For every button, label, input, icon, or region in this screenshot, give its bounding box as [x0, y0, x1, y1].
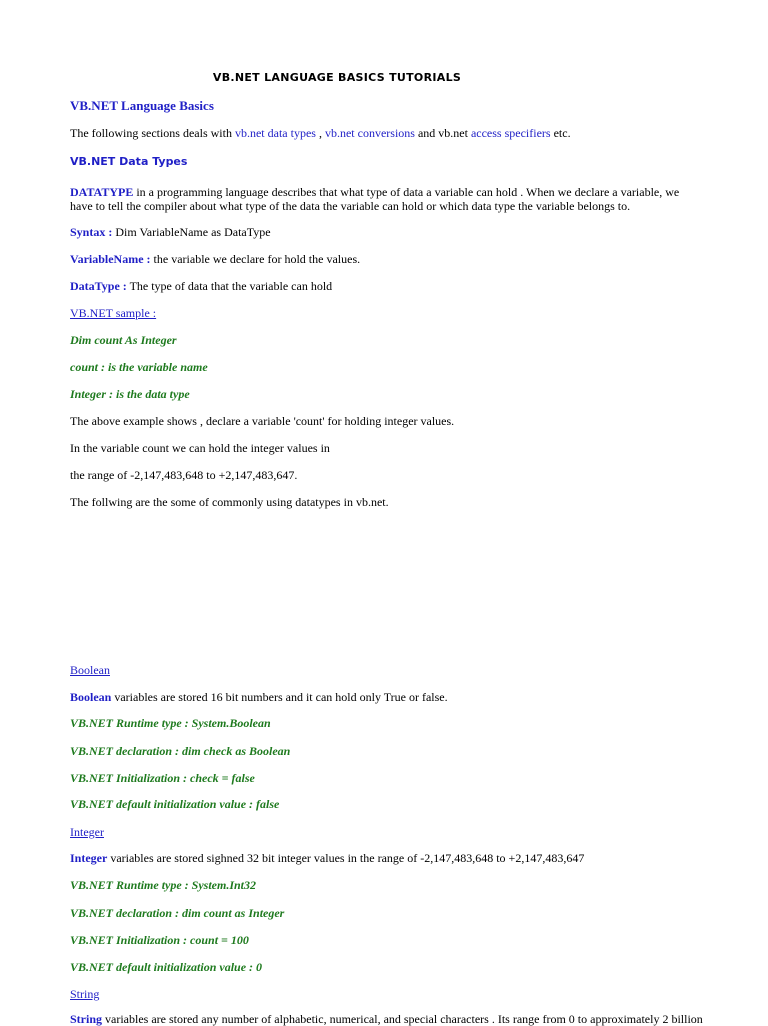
intro-paragraph [70, 126, 571, 140]
link-data-types[interactable]: vb.net data types [234, 126, 316, 140]
integer-line-3: VB.NET Initialization : count = 100 [70, 933, 249, 947]
datatype-text: in a programming language describes that what type of data a variable can hold . When we declare a variable, we have to tell the compiler about what type of the data the variable can hold or which data type the variable belongs to. [70, 185, 680, 213]
integer-text: variables are stored sighned 32 bit integer values in the range of -2,147,483,648 to +2,147,483,647 [107, 851, 585, 865]
string-heading-link[interactable]: String [70, 987, 100, 1001]
variablename-line [70, 252, 360, 266]
datatype-def-text: The type of data that the variable can hold [126, 279, 333, 293]
para-line-2: In the variable count we can hold the integer values in [70, 441, 330, 455]
syntax-term: Syntax : [70, 225, 113, 239]
link-conversions[interactable]: vb.net conversions [324, 126, 415, 140]
syntax-line [70, 225, 271, 239]
datatype-paragraph [70, 185, 700, 213]
boolean-term: Boolean [70, 690, 112, 704]
datatype-def-line [70, 279, 332, 293]
boolean-line-3: VB.NET Initialization : check = false [70, 771, 255, 785]
string-text: variables are stored any number of alphabetic, numerical, and special characters . Its range from 0 to approximately 2 billion [102, 1012, 703, 1026]
sample-label-link[interactable]: VB.NET sample : [70, 306, 157, 320]
intro-sep: , [315, 126, 325, 140]
sample-line-3: Integer : is the data type [70, 387, 190, 401]
intro-mid: and vb.net [414, 126, 471, 140]
variablename-term: VariableName : [70, 252, 151, 266]
page-heading: VB.NET Language Basics [70, 98, 214, 113]
boolean-description [70, 690, 448, 704]
boolean-line-2: VB.NET declaration : dim check as Boolean [70, 744, 291, 758]
para-line-1: The above example shows , declare a variable 'count' for holding integer values. [70, 414, 455, 428]
document-title: VB.NET LANGUAGE BASICS TUTORIALS [212, 71, 462, 84]
datatype-term: DATATYPE [70, 185, 134, 199]
para-line-4: The follwing are the some of commonly using datatypes in vb.net. [70, 495, 389, 509]
integer-line-2: VB.NET declaration : dim count as Integer [70, 906, 285, 920]
intro-prefix: The following sections deals with [70, 126, 235, 140]
sample-line-2: count : is the variable name [70, 360, 208, 374]
variablename-text: the variable we declare for hold the values. [150, 252, 361, 266]
boolean-text: variables are stored 16 bit numbers and it can hold only True or false. [111, 690, 448, 704]
link-access-specifiers[interactable]: access specifiers [470, 126, 551, 140]
syntax-text: Dim VariableName as DataType [112, 225, 271, 239]
string-term: String [70, 1012, 103, 1026]
integer-term: Integer [70, 851, 108, 865]
boolean-line-1: VB.NET Runtime type : System.Boolean [70, 716, 271, 730]
datatype-def-term: DataType : [70, 279, 127, 293]
sample-line-1: Dim count As Integer [70, 333, 177, 347]
section-title-data-types: VB.NET Data Types [70, 155, 188, 168]
integer-line-4: VB.NET default initialization value : 0 [70, 960, 263, 974]
boolean-heading-link[interactable]: Boolean [70, 663, 110, 677]
boolean-line-4: VB.NET default initialization value : false [70, 797, 280, 811]
integer-description [70, 851, 584, 865]
para-line-3: the range of -2,147,483,648 to +2,147,483,647. [70, 468, 298, 482]
integer-heading-link[interactable]: Integer [70, 825, 104, 839]
intro-suffix: etc. [550, 126, 571, 140]
integer-line-1: VB.NET Runtime type : System.Int32 [70, 878, 257, 892]
